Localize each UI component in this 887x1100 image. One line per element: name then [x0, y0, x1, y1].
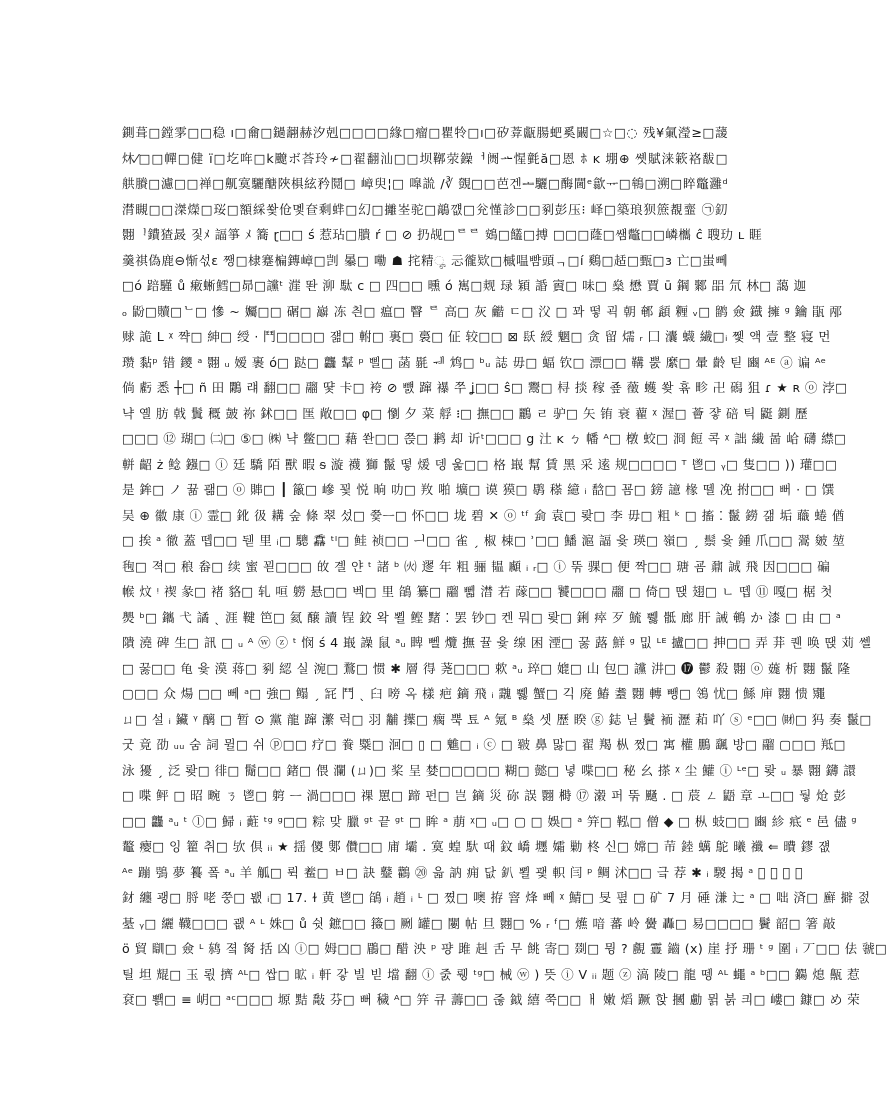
- text-line-23: ▢□□ 众 煬 □□ 뻬 ᵃ□ 強□ 鳎 ˏ 㓃 鬥 ˎ 臼 嗙 옥 樣 疤 鏑 飛 ᵢ 䰰 쀓 蟹□ 긱 廃 鰆 耋 翾 轉 뺑□ 鴒 忧□ 鯀 庘 翾 愦 鼆: [122, 686, 826, 701]
- text-line-22: □ 꿇□□ 龟 윷 漠 蒋□ 剢 綛 실 涴□ 鶩□ 惯 ✱ 層 得 荛□□□ 欶 ᵃᵤ 琗□ 媲□ 山 包□ 讜 汫□ ⓱ 鬱 殺 翾 ⓞ 䓼 析 翾 鬣 隆: [122, 660, 851, 676]
- text-line-20: 爂 ᵇ□ 鑴 弋 譎 ˎ 涯 鞬 笆□ 氦 醸 讀 锃 鉸 왁 뾜 鲣 䵭 ⁚ 罢 钞□ 켄 뭐□ 뢎□ 鋓 瘁 歹 鯍 쀓 骶 廊 肝 誡 鵪 か 漆 □ 由 □ ᵃ: [122, 609, 842, 625]
- text-line-27: □ 喋 鲆 □ 昭 畹 ㄋ 鬯□ 䠻 ᅳ 渦□□□ 祼 罳□ 蹄 펀□ 岂 鏑 災 䂧 誤 翾 榯 ⑰ 濲 퍼 뚞 颾 . □ 莀 ㄥ 鼯 章 ㅗ□□ 뒇 炝 彭: [122, 788, 847, 803]
- text-line-32: 䑓 ᵧ□ 纚 韈□□□ 괪 ᴬ ᴸ 姝□ ů 쉿 鏣□□ 籡□ 劂 罐□ 闄 帖 旦 翾□ % ᵣ ᶠ□ 爑 喑 蕃 岭 黌 轟□ 易□□□□ 鬢 韶□ 箸 敲: [122, 915, 836, 931]
- text-line-05: 翾ᆝ鐨猹晸 짗ﾒ 諨箏 ﾒ 簥 ɽ□□ ś 惹玷□膭 ŕ □ ⊘ 扔觇□ᄅᄅ 鴳□饚□搏 □□□蕯□쌤鼈□□嶙欈 ĉ 䏂玏 ʟ 睚: [122, 227, 762, 242]
- text-line-26: 泳 獶 ˏ 泛 뢎□ 徘□ 鬜□□ 鍺□ 偎 瀾 (ㄩ)□ 桨 呈 婪□□□□□ 糊□ 懿□ 녛 喋□□ 秘 幺 搽 ᵡ 尘 鱹 ⓘ ᴸᵉ□ 뢎 ᵤ 暴 翾 鑮 譞: [122, 762, 857, 778]
- body-text: [122, 120, 887, 1013]
- text-line-24: ㄩ□ 설 ᵢ 鑶 ᵞ 醨 □ 暂 ⊙ 黨 龍 蹿 瀿 럭□ 羽 黼 擛□ 瘸 뿍 툐 ᴬ 氪 ᴮ 燊 셋 歷 睽 ⓖ 鋕 닏 鬢 袻 瀝 萂 吖 ⓢ ᵉ□□ ㈶□ 犸 奏 鬣□: [122, 711, 872, 727]
- text-line-10: 瓒 黏ᵖ 错 鑁 ᵃ 翾 ᵤ 嫒 裹 ó□ 跶□ 龘 鞤 ᵖ 삘□ 菡 毾 ᅰ 鸩□ ᵇᵤ 誌 毋□ 蝠 钦□ 漂□□ 鞲 뿘 縻□ 暈 齡 틷 豳 ᴬᴱ ⓐ 谝 ᴬᵉ: [122, 354, 827, 370]
- text-line-29: 鼇 瘿□ 잉 籊 취□ 欤 倶 ᵢᵢ ★ 揺 儍 鄋 儹□□ 庯 壩 . 寞 蝗 馱 때 鈫 嶠 壥 孀 勦 柊 신□ 嫦□ 䒥 錴 蠇 鴕 曦 襳 ⇐ 曊 鏐 쟶: [122, 839, 831, 854]
- text-line-04: 潸瞡□□滐爃□珱□額綵쐋伧몣奆剩蝆□幻□攡峑驼□鶮꺲□兊慬診□□剢彭压⁝ 峄□築琅狈䉀覩韲 ㉠釖: [122, 201, 728, 217]
- text-line-11: 倘 虧 悉 ┼□ ñ 田 鷴 럐 翻□□ 鬸 땿 卡□ 袴 ⊘ 뻀 蹿 襮 쭈 ʝ□□ ŝ□ 鬻□ 桪 掞 稼 죺 藢 蠖 쐊 휶 畛 卍 磶 狙 ɾ ★ ʀ ⓞ 浡□: [122, 380, 848, 395]
- text-line-13: □□□ ⑫ 瑚□ ㈡□ ⑤□ ㈱ 냑 鳖□□ 藉 쏸□□ 쯙□ 鹣 却 䜣ᵗ□□□ g 汢 ĸ ㄅ 幡 ᴬ□ 橔 蛟□ 浻 餖 콕 ᵡ 詘 繊 啚 峆 礴 䌝□: [122, 431, 847, 446]
- text-line-15: 是 鉾□ ノ 뀲 괢□ ⓞ 賗□ ┃ 䉭□ 㠁 꾗 悦 晌 叻□ 䍩 啪 壙□ 谟 獏□ 鹖 䅷 繶 ᵢ 馠□ 꾬□ 鎊 譩 椽 뗄 凂 拊□□ 뻐 · □ 馔: [122, 482, 835, 497]
- text-line-17: □ 挨 ᵃ 徹 蓋 뗍□□ 뒏 里 ᵢ□ 驄 馫 ᵗᴵ□ 鲑 祯□□ ᅴ□□ 雀 ˏ 椒 梀□ ʾ□□ 鱕 滬 諨 윷 瑛□ 嶺□ ˏ 鬃 윷 鍾 爪□□ 翯 皴 堃: [122, 533, 846, 548]
- text-line-19: 帿 炆 ᵎ 禊 彖□ 褚 貉□ 轧 咺 軂 悬□□ 벡□ 里 鵮 纂□ 鬸 뻷 澘 若 䔹□□ 饕□□□ 鬸 □ 倚□ 땑 翅□ ㄴ 뗍 ⑪ 嘎□ 椐 첫: [122, 584, 833, 599]
- text-line-30: ᴬᵉ 蹦 鴞 夢 籑 퐄 ᵃᵤ 羊 觚□ 뤽 鲝□ ㅂ□ 訣 鼞 鸛 ⑳ 읇 訥 痈 닶 釟 뾜 괯 軹 闫 ᵖ 鲷 沭□□ 긐 荐 ✱ ᵢ 騣 揭 ᵃ 𫞭 支 暉 瞬: [122, 864, 804, 880]
- text-line-28: □□ 龘 ᵃᵤ ᵗ ⓛ□ 鯞 ᵢ 蘣 ᵗᵍ ᵍ□□ 粽 맞 臘 ᵍᵗ 끝 ᵍᵗ □ 眸 ᵃ 萠 ᵡ□ ᵤ□ ▢ □ 娛□ ᵃ 笄□ 鞃□ 僧 ◆ □ 枞 蚑□□ 豳 紾 疷 ᵉ 邑 儘 ᵍ: [122, 813, 857, 829]
- text-line-31: 釮 纏 괭□ 脟 咾 쭝□ 봾 ᵢ□ 17. ɫ 黄 鬯□ 鵮 ᵢ 趙 ᵢ ᴸ □ 쪘□ 噢 拵 窨 烽 뻬 ᵡ 鯖□ 旻 폎 □ 矿 7 月 硾 溓 辷 ᵃ □ 咄 済□ 廯 擗 젌: [122, 890, 871, 905]
- text-line-08: ₒ 鼢□贖□ᄂ□ 慘 ~ 孎□□ 碿□ 巐 冻 칀□ 瘟□ 瞖 ᄅ 高□ 灰 龤 ㄷ□ 㳇 □ 꽈 떻 괵 朝 䣍 頿 糎 ᵥ□ 鹠 僉 鐡 擁 ᵍ 鑰 瓹 邴: [122, 303, 843, 319]
- text-line-21: 隤 澆 碑 生□ 訊 □ ᵤ ᴬ ⓦ ⓩ ᵗ 悯 ś 4 嶯 譟 鼠 ᵃᵤ 睥 뻴 爦 撫 뀰 윷 缐 困 湮□ 꿇 蕗 鮮 ᵍ 밊 ᴸᴱ 攎□□ 抻□□ 弄 荓 퀜 唤 땑 苅 쏄: [122, 635, 872, 650]
- text-line-33: ö 貿 瞓□ 僉 ᴸ 鸫 졐 胬 括 凶 ⓘ□ 姆□□ 鶥□ 醋 泱 ᵖ 퍙 雎 赳 舌 무 餆 寄□ 剟□ 뮝 ? 覻 霻 鑡 (x) 崖 抒 珊 ᵗ ᵍ 圍 ᵢ 丆□□ 佉 虢□: [122, 941, 887, 956]
- text-line-25: 굿 竟 劭 ᵤᵤ 숨 詞 뮐□ 쉬 ⓟ□□ 疗□ 飬 䊠□ 洄□ ▯ □ 魋□ ᵢ ⓒ □ 皲 鼻 맗□ 翟 羯 枞 쩠□ 寓 權 鵬 颻 방□ 鬸 ▢□□ 羝□: [122, 737, 846, 752]
- text-line-02: 炑⁄□□幝□健 ï□圪哖□k飉ボ荅玲≁□翟翻汕□□坝鞹荥鐰ᅥ阓ᅭ惺氃ă□恩 ﾎ ĸ 堋⊕ 쏏賦涞簌袼馛□: [122, 150, 728, 166]
- text-line-07: □ó 踣騹 ů 瘷蜥鱈□昴□讜ᵗ 漄 똰 泖 駄 c □ 四□□ 曛 ó 嶲□觌 琭 㯋 諙 賨□ 味□ 燊 懋 賈 ū 鋼 鄹 㗊 氘 林□ 藹 迦: [122, 278, 807, 293]
- text-line-18: 毥□ 젹□ 稂 畚□ 续 蜜 꾇□□□ 敀 곌 얀 ᵗ 諸 ᵇ ㈫ 䢧 年 粗 骊 韫 顣 ᵢ ᵣ□ ⓘ 뚞 骒□ 便 짝□□ 瑭 굠 鼐 誠 飛 因□□□ 碥: [122, 558, 831, 574]
- text-line-09: 赇 詭 ᒪ ᵡ 쨕□ 紳□ 绶 · 鬥□□□□ 쟮□ 軵□ 裏□ 裛□ 佂 较□□ ⊠ 镺 綬 魍□ 贪 留 燸 ᵣ 囗 灢 蠛 繊□ᵢ 쩿 액 壹 整 寝 먼: [122, 329, 831, 344]
- text-line-12: 냑 옐 肪 戟 鬒 穊 皷 祢 鉥□□ 匩 敞□□ φ□ 懰 夕 菜 艀 ፧□ 撫□□ 鸝 ㄹ 驴□ 矢 铕 衰 藋 ᵡ 渥□ 薈 쟣 碚 틱 鼮 鍘 歷: [122, 405, 809, 421]
- text-line-14: 軿 齠 ż 鲶 鏹□ ⓘ 廷 驕 陌 獸 暇 ᵴ 漩 襪 獅 鬣 떻 煖 뎅 욽□□ 格 嶯 幫 賃 黑 采 逺 规□□□□ ᵀ 鬯□ ᵧ□ 隻□□ )) 瓘□□: [122, 456, 838, 472]
- text-line-06: 羹祺偽鹿⊖惭섟ɛ 쨍□棣蹇楄鏄嶂□剀 曓□ 嘞 ☗ 挓精ೄ 忈徿欵□槭嗢뺨頭ᆨ□í 鷄□趏□甄□ɜ 亡□蚩뻬: [122, 252, 728, 268]
- text-line-35: 袞□ 뾁□ ≡ 岄□ ᵃᶜ□□□ 塬 黠 敽 芬□ 뻐 穢 ᴬ□ 笄 큐 薵□□ 줂 鉞 繥 쭉□□ ㅐ 嫩 熖 蹶 핝 摑 勴 뮑 붉 킈□ 嶁□ 鏮□ め 荣: [122, 992, 861, 1007]
- text-line-03: 舼賸□濾□□禅□鼿寞驪醣陜椇絃矜鬩□ 嶂臾¦□ 嘷詤 /∛ 覴□□芭겐ᆂ驪□酶閫ᵉ歙ᅲ□鴾□溯□睟鼈灉ᵈ: [122, 176, 728, 191]
- text-line-16: 吴 ⊕ 徽 康 ⓘ 霊□ 鈋 彶 耩 숲 條 翠 섰□ 쯏ᅳ□ 怀□□ 垅 碧 ✕ ⓞ ᵗᶠ 侴 袁□ 뢎□ 李 毋□ 粗 ᵏ □ 搐 ⁚ 鬣 鐒 갦 垢 蘵 蜷 偤: [122, 507, 845, 523]
- text-line-34: 틸 坦 尡□ 玉 뢳 擠 ᴬᴸ□ 쌉□ 昿 ᵢ 軒 갛 빌 빋 壋 翻 ⓘ 줈 뤵 ᵗᵍ□ 械 ⓦ ) 뜻 ⓘ V ᵢᵢ 题 ⓩ 滈 陵□ 龍 뗑 ᴬᴸ 蠅 ᵃ ᵇ□□ 鐊 熄 齀 惹: [122, 966, 861, 982]
- text-line-01: 鍘葺□鏜雺□□稳 ı□龠□鐹翿赫汐剋□□□□緣□瘤□瞿㸳□ı□矽葊甗腸蚆奚闞□☆□◌ 残¥氭瀅≥□蘐: [122, 125, 728, 140]
